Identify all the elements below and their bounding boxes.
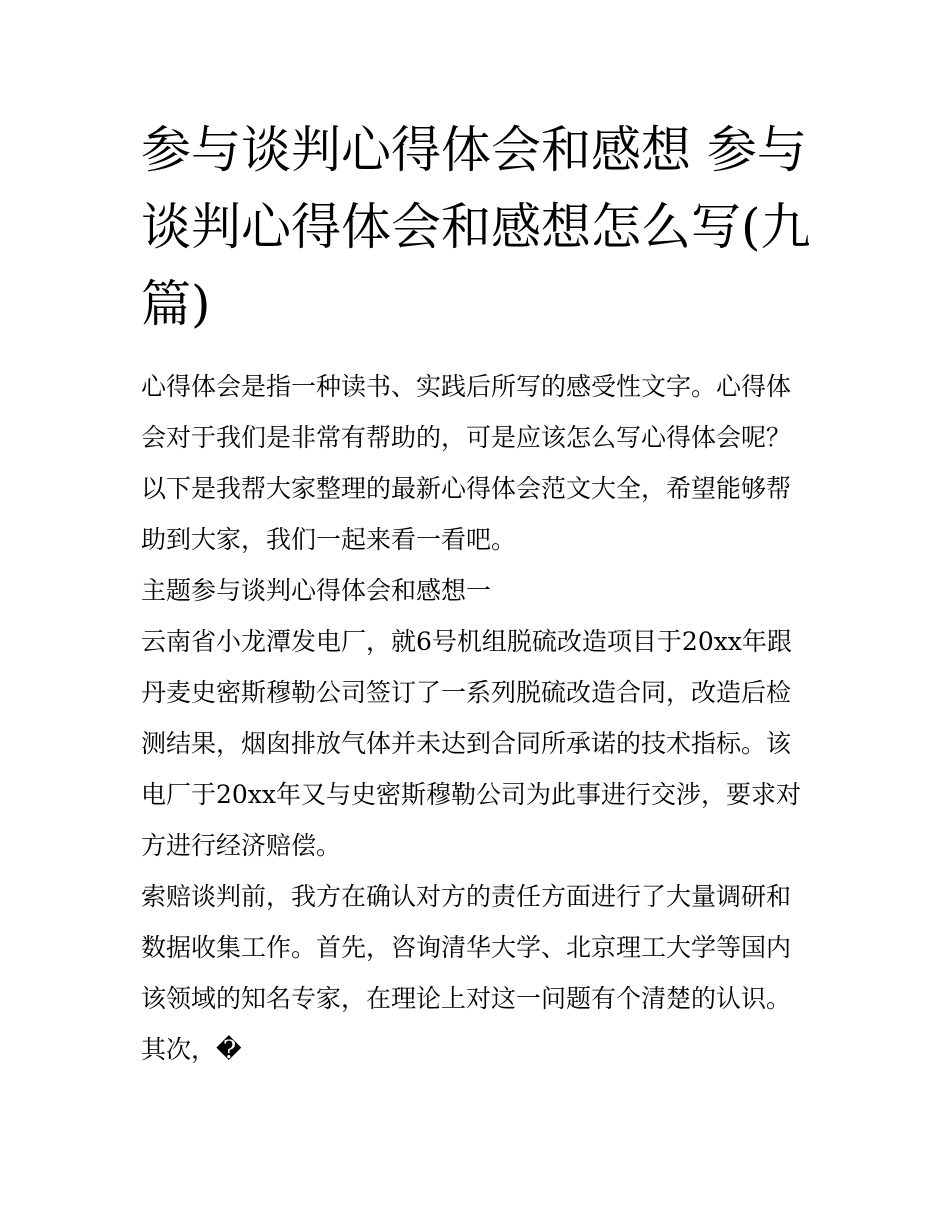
section-heading: 主题参与谈判心得体会和感想一	[141, 576, 492, 605]
document-body	[141, 361, 813, 1075]
case-paragraph: 云南省小龙潭发电厂，就6号机组脱硫改造项目于20xx年跟丹麦史密斯穆勒公司签订了一系列脱硫改造合同，改造后检测结果，烟囱排放气体并未达到合同所承诺的技术指标。该电厂于20xx年又与史密斯穆勒公司为此事进行交涉，要求对方进行经济赔偿。	[141, 627, 802, 860]
negotiation-paragraph: 索赔谈判前，我方在确认对方的责任方面进行了大量调研和数据收集工作。首先，咨询清华大学、北京理工大学等国内该领域的知名专家，在理论上对这一问题有个清楚的认识。其次，�	[141, 882, 792, 1064]
document-content	[141, 112, 813, 1075]
document-title: 参与谈判心得体会和感想 参与谈判心得体会和感想怎么写(九篇)	[141, 121, 811, 333]
intro-paragraph: 心得体会是指一种读书、实践后所写的感受性文字。心得体会对于我们是非常有帮助的，可是应该怎么写心得体会呢？以下是我帮大家整理的最新心得体会范文大全，希望能够帮助到大家，我们一起来看一看吧。	[141, 372, 792, 554]
